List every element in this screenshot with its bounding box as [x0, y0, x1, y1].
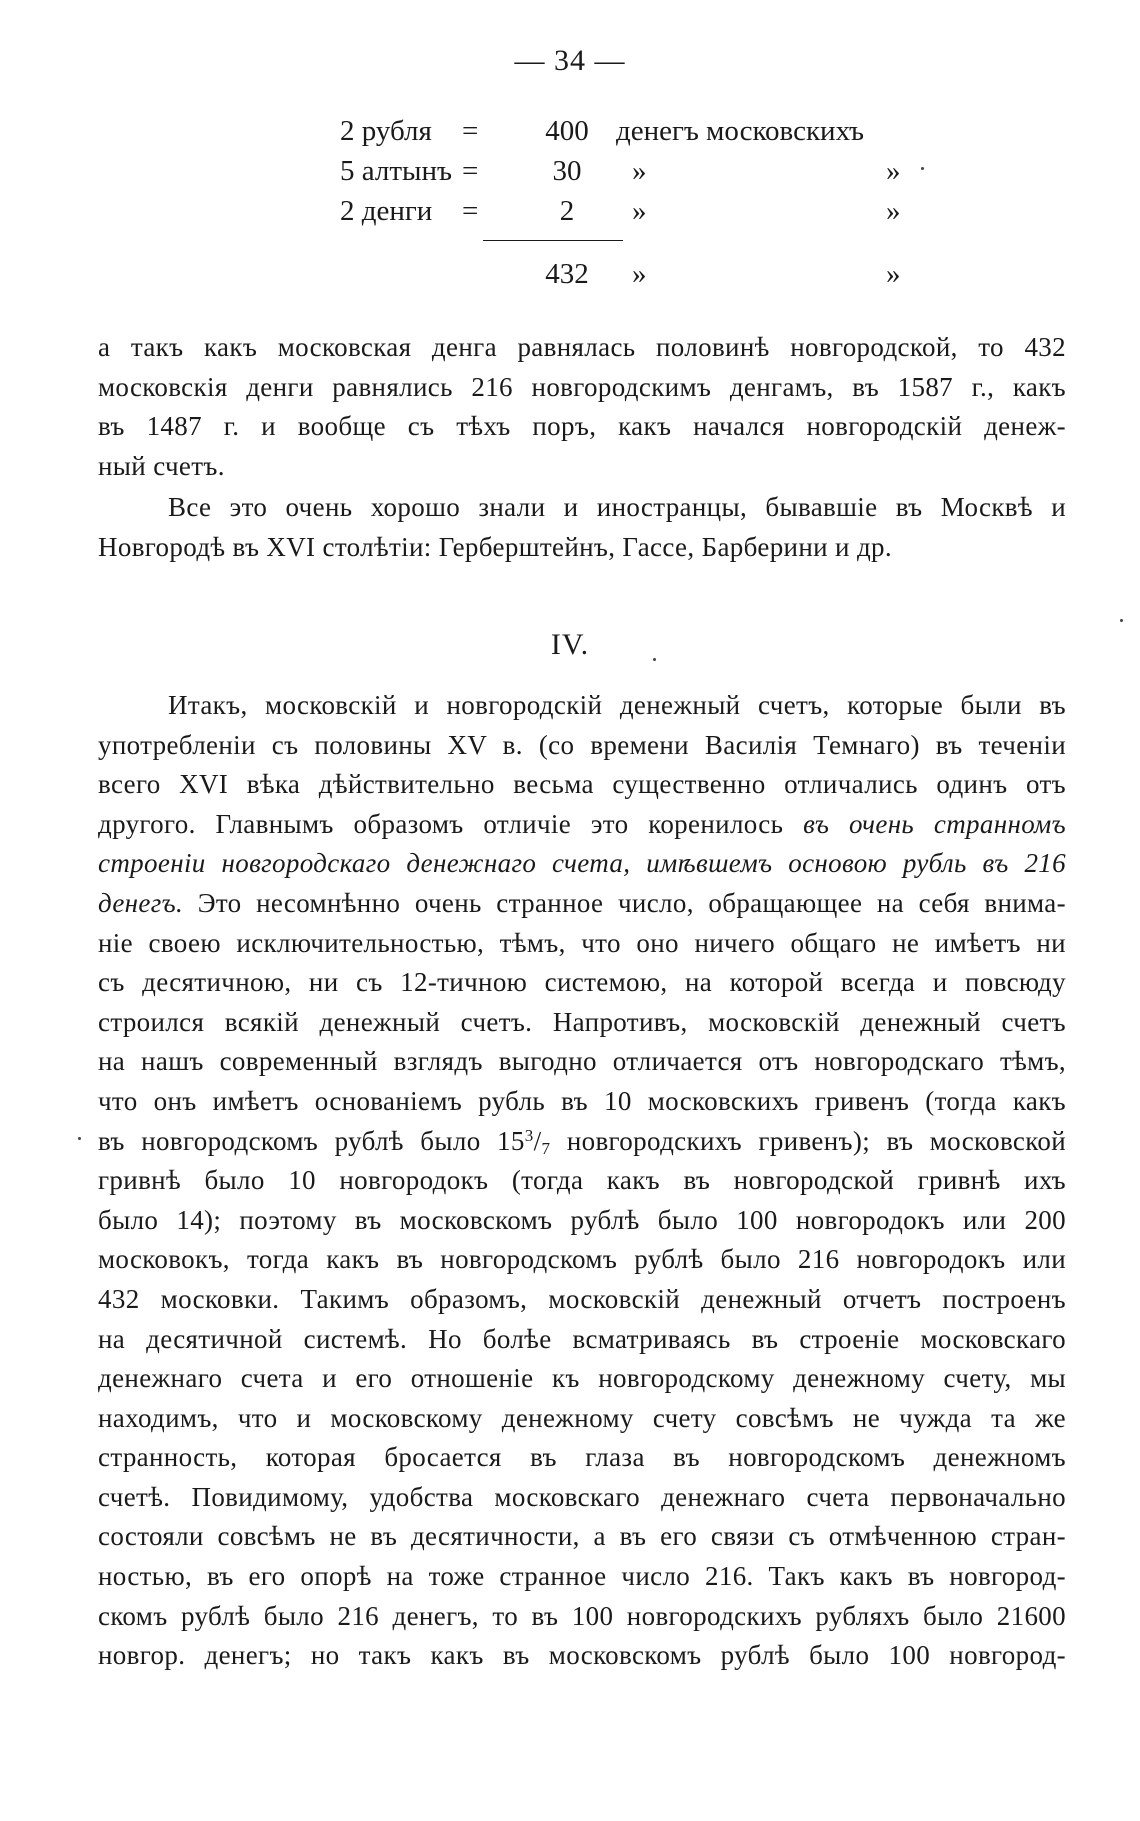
equals-sign: =	[462, 155, 479, 187]
text-run: Это несомнѣнно очень странное число, обращающее на себя внима-	[197, 887, 1066, 918]
italic-emphasis-line: строеніи новгородскаго денежнаго счета, имѣвшемъ основою рубль въ 216	[98, 848, 1066, 879]
text-line: употребленіи съ половины XV в. (со времени Василія Темнаго) въ теченіи	[98, 729, 1066, 760]
text-line: состояли совсѣмъ не въ десятичности, а въ его связи съ отмѣченною стран-	[98, 1521, 1066, 1552]
scan-speck	[653, 658, 656, 661]
ditto-mark: »	[632, 195, 647, 227]
text-line: всего XVI вѣка дѣйствительно весьма существенно отличались одинъ отъ	[98, 769, 1066, 800]
paragraph-1	[98, 328, 1066, 486]
text-line: а такъ какъ московская денга равнялась половинѣ новгородской, то 432	[98, 332, 1066, 362]
text-line: скомъ рублѣ было 216 денегъ, то въ 100 новгородскихъ рубляхъ было 21600	[98, 1600, 1066, 1631]
paragraph-2	[98, 488, 1066, 567]
text-line	[98, 1122, 1066, 1162]
money-value: 2	[559, 195, 575, 227]
fraction-slash: /	[533, 1125, 542, 1156]
money-label: 2 денги	[340, 195, 433, 227]
money-unit: денегъ	[616, 115, 699, 147]
text-line: Новгородѣ въ XVI столѣтіи: Герберштейнъ, Гассе, Барберини и др.	[98, 531, 892, 562]
money-unit-qualifier: московскихъ	[706, 115, 864, 147]
text-run: въ новгородскомъ рублѣ было 15	[98, 1125, 525, 1156]
equals-sign: =	[462, 195, 479, 227]
text-line: съ десятичною, ни съ 12-тичною системою, на которой всегда и повсюду	[98, 967, 1066, 998]
text-line: что онъ имѣетъ основаніемъ рубль въ 10 московскихъ гривенъ (тогда какъ	[98, 1085, 1066, 1116]
money-total-row	[340, 250, 900, 290]
money-total-value: 432	[545, 258, 589, 290]
money-value: 30	[552, 155, 582, 187]
scan-speck	[1120, 619, 1123, 622]
text-line	[98, 805, 1066, 845]
text-line: счетѣ. Повидимому, удобства московскаго денежнаго счета первоначально	[98, 1481, 1066, 1512]
ditto-mark: »	[632, 155, 647, 187]
ditto-mark: »	[886, 155, 901, 187]
text-line: ный счетъ.	[98, 450, 225, 481]
text-line: ностью, въ его опорѣ на тоже странное число 216. Такъ какъ въ новгород-	[98, 1561, 1066, 1592]
text-line: новгор. денегъ; но такъ какъ въ московскомъ рублѣ было 100 новгород-	[98, 1640, 1066, 1671]
scan-speck	[921, 167, 924, 170]
equals-sign: =	[462, 115, 479, 147]
money-value: 400	[545, 115, 589, 147]
text-line: строился всякій денежный счетъ. Напротивъ, московскій денежный счетъ	[98, 1006, 1066, 1037]
text-line: Итакъ, московскій и новгородскій денежный счетъ, которые были въ	[168, 690, 1066, 720]
paragraph-3	[98, 686, 1066, 1676]
text-line: ніе своею исключительностью, тѣмъ, что оно ничего общаго не имѣетъ ни	[98, 927, 1066, 958]
italic-emphasis: въ очень странномъ	[803, 808, 1066, 839]
money-label: 2 рубля	[340, 115, 432, 147]
ditto-mark: »	[886, 195, 901, 227]
fraction-denominator: 7	[541, 1138, 551, 1158]
scan-speck	[78, 1137, 81, 1140]
text-line: было 14); поэтому въ московскомъ рублѣ было 100 новгородокъ или 200	[98, 1204, 1066, 1235]
text-line: гривнѣ было 10 новгородокъ (тогда какъ въ новгородской гривнѣ ихъ	[98, 1165, 1066, 1196]
text-run: другого. Главнымъ образомъ отличіе это коренилось	[98, 808, 784, 839]
italic-emphasis: денегъ.	[98, 887, 184, 918]
text-line: на десятичной системѣ. Но болѣе всматриваясь въ строеніе московскаго	[98, 1323, 1066, 1354]
sum-rule	[483, 240, 623, 241]
fraction-numerator: 3	[524, 1125, 534, 1145]
text-line: московскія денги равнялись 216 новгородскимъ денгамъ, въ 1587 г., какъ	[98, 371, 1066, 402]
text-line: странность, которая бросается въ глаза въ новгородскомъ денежномъ	[98, 1442, 1066, 1473]
text-line	[98, 884, 1066, 924]
ditto-mark: »	[632, 258, 647, 290]
text-run: новгородскихъ гривенъ); въ московской	[550, 1125, 1067, 1156]
money-label: 5 алтынъ	[340, 155, 453, 187]
ditto-mark: »	[886, 258, 901, 290]
text-line: Все это очень хорошо знали и иностранцы, бывавшіе въ Москвѣ и	[168, 492, 1066, 522]
text-line: въ 1487 г. и вообще съ тѣхъ поръ, какъ начался новгородскій денеж-	[98, 411, 1066, 442]
text-line: денежнаго счета и его отношеніе къ новгородскому денежному счету, мы	[98, 1363, 1066, 1394]
text-line: 432 московки. Такимъ образомъ, московскій денежный отчетъ построенъ	[98, 1283, 1066, 1314]
text-line: московокъ, тогда какъ въ новгородскомъ рублѣ было 216 новгородокъ или	[98, 1244, 1066, 1275]
page-number: — 34 —	[514, 44, 626, 77]
text-line: находимъ, что и московскому денежному счету совсѣмъ не чужда та же	[98, 1402, 1066, 1433]
text-line: на нашъ современный взглядъ выгодно отличается отъ новгородскаго тѣмъ,	[98, 1046, 1066, 1077]
section-heading: IV.	[550, 628, 590, 661]
